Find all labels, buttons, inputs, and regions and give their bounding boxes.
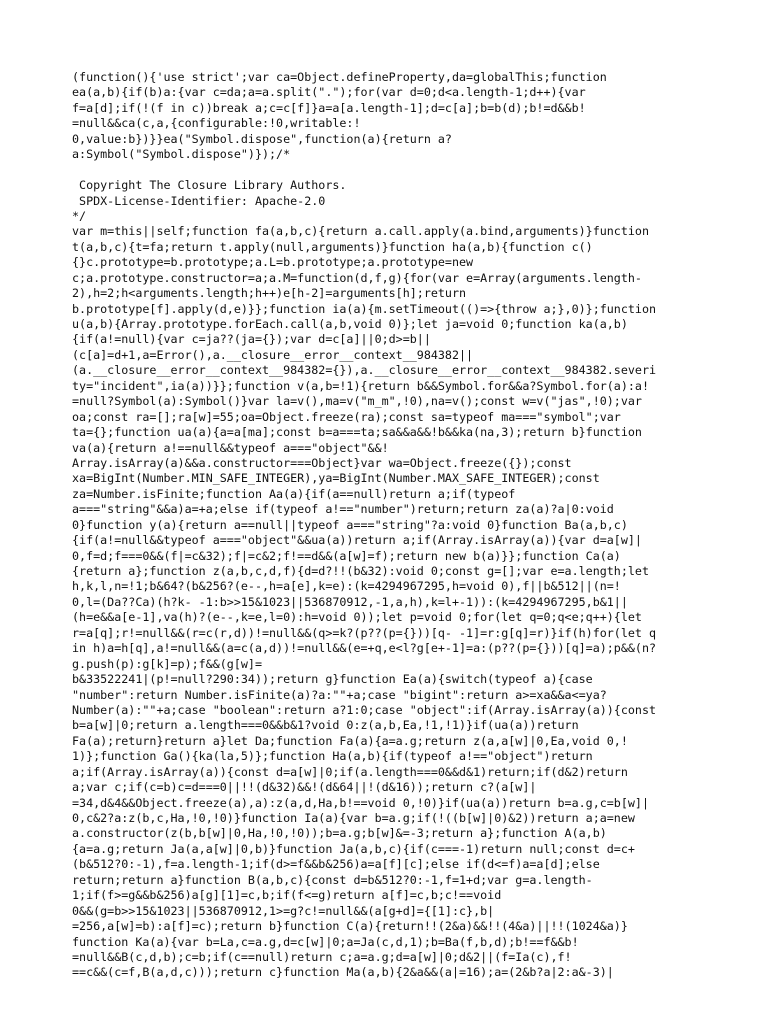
code-line: ==c&&(c=f,B(a,d,c)));return c}function Ma(a,b){2&a&&(a|=16);a=(2&b?a|2:a&-3)| <box>72 965 614 980</box>
code-line: a;var c;if(c=b)c=d===0||!!(d&32)&&!(d&64||!(d&16));return c?(a[w]| <box>72 780 537 795</box>
code-line: =null&&B(c,d,b);c=b;if(c==null)return c;a=a.g;d=a[w]|0;d&2||(f=Ia(c),f! <box>72 949 572 964</box>
code-line: g.push(p):g[k]=p);f&&(g[w]= <box>72 656 262 671</box>
code-line: oa;const ra=[];ra[w]=55;oa=Object.freeze(ra);const sa=typeof ma==="symbol";var <box>72 409 621 424</box>
code-line: */ <box>72 208 87 223</box>
code-line: 0&&(g=b>>15&1023||536870912,1>=g?c!=null&&(a[g+d]={[1]:c},b| <box>72 903 495 918</box>
code-line: =34,d&4&&Object.freeze(a),a):z(a,d,Ha,b!==void 0,!0)}if(ua(a))return b=a.g,c=b[w]| <box>72 795 649 810</box>
code-line: {if(a!=null&&typeof a==="object"&&ua(a))return a;if(Array.isArray(a)){var d=a[w]| <box>72 533 642 548</box>
code-line: Number(a):""+a;case "boolean":return a?1:0;case "object":if(Array.isArray(a)){const <box>72 702 657 717</box>
code-line: 0,c&2?a:z(b,c,Ha,!0,!0)}function Ia(a){var b=a.g;if(!((b[w]|0)&2))return a;a=new <box>72 811 635 825</box>
code-line: 0,f=d;f===0&&(f|=c&32);f|=c&2;f!==d&&(a[w]=f);return new b(a)}};function Ca(a) <box>72 548 621 563</box>
code-line: (b&512?0:-1),f=a.length-1;if(d>=f&&b&256)a=a[f][c];else if(d<=f)a=a[d];else <box>72 857 600 872</box>
code-line: =256,a[w]=b):a[f]=c);return b}function C(a){return!!(2&a)&&!!(4&a)||!!(1024&a)} <box>72 919 628 934</box>
code-line: ta={};function ua(a){a=a[ma];const b=a===ta;sa&&a&&!b&&ka(na,3);return b}function <box>72 425 642 440</box>
code-line: h,k,l,n=!1;b&64?(b&256?(e--,h=a[e],k=e):(k=4294967295,h=void 0),f||b&512||(n=! <box>72 579 621 594</box>
code-line: (function(){'use strict';var ca=Object.defineProperty,da=globalThis;function <box>72 70 607 84</box>
code-line: Fa(a);return}return a}let Da;function Fa(a){a=a.g;return z(a,a[w]|0,Ea,void 0,! <box>72 733 628 748</box>
code-line: {a=a.g;return Ja(a,a[w]|0,b)}function Ja(a,b,c){if(c===-1)return null;const d=c+ <box>72 841 635 856</box>
code-line: b.prototype[f].apply(d,e)}};function ia(a){m.setTimeout(()=>{throw a;},0)};function <box>72 301 657 316</box>
code-line: return;return a}function B(a,b,c){const d=b&512?0:-1,f=1+d;var g=a.length- <box>72 872 593 887</box>
code-line: 0}function y(a){return a==null||typeof a==="string"?a:void 0}function Ba(a,b,c) <box>72 517 628 532</box>
code-line: b=a[w]|0;return a.length===0&&b&1?void 0:z(a,b,Ea,!1,!1)}if(ua(a))return <box>72 718 579 733</box>
code-line: t(a,b,c){t=fa;return t.apply(null,arguments)}function ha(a,b){function c() <box>72 239 593 254</box>
code-line: Copyright The Closure Library Authors. <box>72 178 347 193</box>
code-line: (a.__closure__error__context__984382={}),a.__closure__error__context__984382.severi <box>72 363 657 378</box>
code-line: a.constructor(z(b,b[w]|0,Ha,!0,!0));b=a.g;b[w]&=-3;return a};function A(a,b) <box>72 826 607 841</box>
code-line: "number":return Number.isFinite(a)?a:""+a;case "bigint":return a>=xa&&a<=ya? <box>72 687 607 702</box>
code-line: a:Symbol("Symbol.dispose")});/* <box>72 147 291 162</box>
code-line: a==="string"&&a)a=+a;else if(typeof a!=="number")return;return za(a)?a|0:void <box>72 502 614 517</box>
code-line: f=a[d];if(!(f in c))break a;c=c[f]}a=a[a.length-1];d=c[a];b=b(d);b!=d&&b! <box>72 100 586 115</box>
code-line: r=a[q];r!=null&&(r=c(r,d))!=null&&(q>=k?(p??(p={}))[q- -1]=r:g[q]=r)}if(h)for(let q <box>72 625 657 640</box>
code-line: var m=this||self;function fa(a,b,c){return a.call.apply(a.bind,arguments)}function <box>72 224 649 239</box>
code-line: function Ka(a){var b=La,c=a.g,d=c[w]|0;a=Ja(c,d,1);b=Ba(f,b,d);b!==f&&b! <box>72 934 579 949</box>
code-line: ty="incident",ia(a))}};function v(a,b=!1){return b&&Symbol.for&&a?Symbol.for(a):a! <box>72 378 649 393</box>
code-line: =null?Symbol(a):Symbol()}var la=v(),ma=v("m_m",!0),na=v();const w=v("jas",!0);var <box>72 394 642 409</box>
code-line: (c[a]=d+1,a=Error(),a.__closure__error__context__984382|| <box>72 347 474 362</box>
code-line: 1)};function Ga(){ka(la,5)};function Ha(a,b){if(typeof a!=="object")return <box>72 749 593 764</box>
code-line: 2),h=2;h<arguments.length;h++)e[h-2]=arguments[h];return <box>72 286 467 301</box>
code-line: a;if(Array.isArray(a)){const d=a[w]|0;if(a.length===0&&d&1)return;if(d&2)return <box>72 764 628 779</box>
code-line <box>72 163 696 178</box>
code-line: in h)a=h[q],a!=null&&(a=c(a,d))!=null&&(e=+q,e<l?g[e+-1]=a:(p??(p={}))[q]=a);p&&(n? <box>72 641 657 656</box>
code-line: 1;if(f>=g&&b&256)a[g][1]=c,b;if(f<=g)return a[f]=c,b;c!==void <box>72 888 502 903</box>
code-line: (h=e&&a[e-1],va(h)?(e--,k=e,l=0):h=void 0));let p=void 0;for(let q=0;q<e;q++){let <box>72 610 642 625</box>
code-document <box>72 70 696 981</box>
code-line: {return a};function z(a,b,c,d,f){d=d?!!(b&32):void 0;const g=[];var e=a.length;let <box>72 564 649 578</box>
code-line: SPDX-License-Identifier: Apache-2.0 <box>72 193 326 208</box>
code-line: =null&&ca(c,a,{configurable:!0,writable:! <box>72 116 361 131</box>
code-line: 0,l=(Da??Ca)(h?k- -1:b>>15&1023||536870912,-1,a,h),k=l+-1)):(k=4294967295,b&1|| <box>72 594 628 609</box>
code-line: za=Number.isFinite;function Aa(a){if(a==null)return a;if(typeof <box>72 486 516 501</box>
code-line: c;a.prototype.constructor=a;a.M=function(d,f,g){for(var e=Array(arguments.length- <box>72 270 642 285</box>
code-line: xa=BigInt(Number.MIN_SAFE_INTEGER),ya=BigInt(Number.MAX_SAFE_INTEGER);const <box>72 471 600 486</box>
code-line: u(a,b){Array.prototype.forEach.call(a,b,void 0)};let ja=void 0;function ka(a,b) <box>72 317 628 331</box>
code-line: Array.isArray(a)&&a.constructor===Object}var wa=Object.freeze({});const <box>72 455 572 470</box>
code-line: b&33522241|(p!=null?290:34));return g}function Ea(a){switch(typeof a){case <box>72 672 593 687</box>
code-line: {if(a!=null){var c=ja??(ja={});var d=c[a]||0;d>=b|| <box>72 332 431 347</box>
code-line: {}c.prototype=b.prototype;a.L=b.prototype;a.prototype=new <box>72 255 474 270</box>
code-line: 0,value:b})}}ea("Symbol.dispose",function(a){return a? <box>72 131 452 146</box>
code-line: va(a){return a!==null&&typeof a==="object"&&! <box>72 440 389 455</box>
code-line: ea(a,b){if(b)a:{var c=da;a=a.split(".");for(var d=0;d<a.length-1;d++){var <box>72 85 586 100</box>
